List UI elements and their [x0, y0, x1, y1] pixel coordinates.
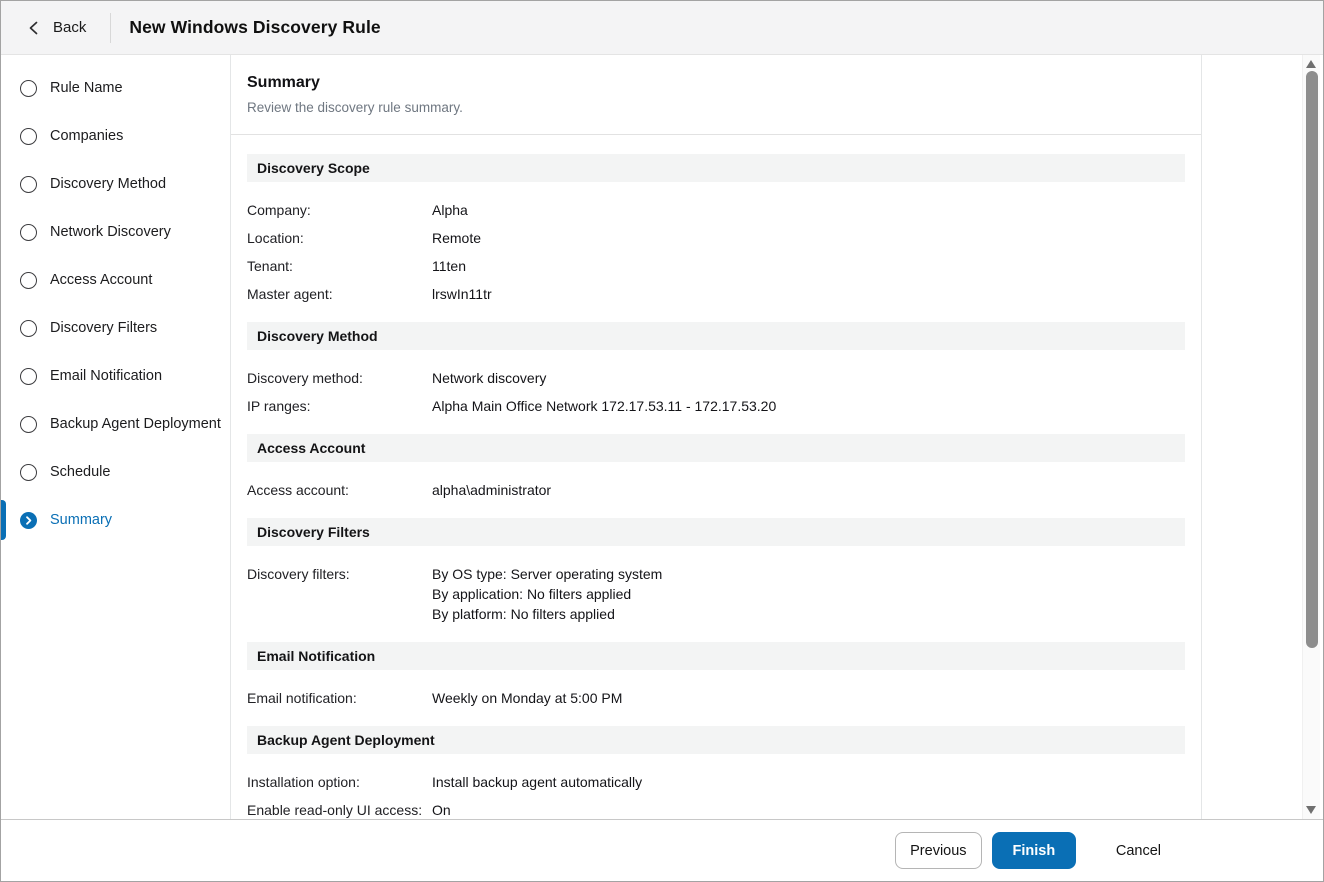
step-circle-icon: [20, 416, 37, 433]
row-value: [432, 564, 662, 624]
content-gap: [1202, 55, 1302, 819]
scroll-up-icon[interactable]: [1306, 60, 1316, 68]
summary-subtitle: Review the discovery rule summary.: [247, 100, 463, 115]
row-label: IP ranges:: [247, 398, 311, 414]
row-label: Location:: [247, 230, 304, 246]
row-value-line: By platform: No filters applied: [432, 606, 615, 622]
row-label: Tenant:: [247, 258, 293, 274]
step-circle-icon: [20, 128, 37, 145]
summary-row-installation-option: [247, 768, 1185, 796]
sidebar-item-label: Discovery Method: [50, 176, 167, 192]
sidebar-item-label: Access Account: [50, 272, 153, 288]
row-label: Access account:: [247, 482, 349, 498]
scrollbar-thumb[interactable]: [1306, 71, 1318, 648]
section-header-discovery-scope: Discovery Scope: [247, 154, 1185, 182]
section-header-discovery-method: Discovery Method: [247, 322, 1185, 350]
active-step-indicator-bar: [1, 500, 6, 540]
row-value: Alpha: [432, 202, 468, 218]
row-value: Remote: [432, 230, 482, 246]
row-value-line: By OS type: Server operating system: [432, 566, 663, 582]
row-value: Install backup agent automatically: [432, 774, 643, 790]
summary-content: [231, 135, 1201, 819]
section-rows: [247, 364, 1185, 420]
row-label: Email notification:: [247, 690, 357, 706]
wizard-steps-sidebar: [1, 55, 231, 819]
chevron-left-icon: [27, 20, 41, 36]
summary-row-tenant: [247, 252, 1185, 280]
step-circle-icon: [20, 464, 37, 481]
row-value: alpha\administrator: [432, 482, 552, 498]
sidebar-item-summary[interactable]: [1, 496, 230, 544]
sidebar-item-discovery-method[interactable]: [1, 160, 230, 208]
section-header-discovery-filters: Discovery Filters: [247, 518, 1185, 546]
sidebar-item-label: Schedule: [50, 464, 111, 480]
sidebar-item-discovery-filters[interactable]: [1, 304, 230, 352]
row-label: Installation option:: [247, 774, 360, 790]
summary-row-enable-read-only-ui-access: [247, 796, 1185, 819]
section-header-email-notification: Email Notification: [247, 642, 1185, 670]
sidebar-item-access-account[interactable]: [1, 256, 230, 304]
summary-row-discovery-filters: [247, 560, 1185, 628]
top-bar: [1, 1, 1323, 55]
summary-panel: [231, 55, 1202, 819]
summary-row-access-account: [247, 476, 1185, 504]
cancel-button[interactable]: Cancel: [1108, 832, 1169, 869]
row-label: Master agent:: [247, 286, 333, 302]
row-value-line: By application: No filters applied: [432, 586, 632, 602]
back-button-label: Back: [53, 19, 87, 36]
row-label: Enable read-only UI access:: [247, 802, 423, 818]
section-rows: [247, 560, 1185, 628]
summary-row-company: [247, 196, 1185, 224]
step-circle-icon: [20, 320, 37, 337]
step-circle-icon: [20, 80, 37, 97]
step-circle-icon: [20, 272, 37, 289]
scroll-down-icon[interactable]: [1306, 806, 1316, 814]
summary-row-discovery-method: [247, 364, 1185, 392]
header-divider: [110, 13, 111, 43]
previous-button[interactable]: Previous: [895, 832, 982, 869]
sidebar-item-companies[interactable]: [1, 112, 230, 160]
sidebar-item-label: Summary: [50, 512, 113, 528]
summary-row-location: [247, 224, 1185, 252]
scrollbar[interactable]: [1302, 55, 1320, 819]
sidebar-item-backup-agent-deployment[interactable]: [1, 400, 230, 448]
row-label: Discovery filters:: [247, 566, 350, 582]
section-header-backup-agent-deployment: Backup Agent Deployment: [247, 726, 1185, 754]
sidebar-item-rule-name[interactable]: [1, 64, 230, 112]
page-title: New Windows Discovery Rule: [129, 17, 381, 37]
sidebar-item-schedule[interactable]: [1, 448, 230, 496]
step-circle-icon: [20, 368, 37, 385]
row-value: 11ten: [432, 258, 466, 274]
active-step-chevron-circle-icon: [20, 512, 37, 529]
summary-header: [231, 55, 1201, 135]
summary-row-ip-ranges: [247, 392, 1185, 420]
sidebar-item-label: Rule Name: [50, 80, 123, 96]
finish-button[interactable]: Finish: [992, 832, 1076, 869]
section-rows: [247, 768, 1185, 819]
sidebar-item-label: Network Discovery: [50, 224, 171, 240]
sidebar-item-label: Discovery Filters: [50, 320, 158, 336]
row-value: On: [432, 802, 451, 818]
sidebar-item-label: Backup Agent Deployment: [50, 416, 221, 432]
section-header-access-account: Access Account: [247, 434, 1185, 462]
sidebar-item-label: Companies: [50, 128, 124, 144]
sidebar-item-email-notification[interactable]: [1, 352, 230, 400]
summary-row-email-notification: [247, 684, 1185, 712]
section-rows: [247, 476, 1185, 504]
sidebar-item-network-discovery[interactable]: [1, 208, 230, 256]
summary-title: Summary: [247, 74, 320, 91]
row-value: Weekly on Monday at 5:00 PM: [432, 690, 623, 706]
footer-bar: [1, 819, 1323, 881]
row-value: Alpha Main Office Network 172.17.53.11 - 172.17.53.20: [432, 398, 777, 414]
row-value: Network discovery: [432, 370, 547, 386]
step-circle-icon: [20, 176, 37, 193]
row-label: Discovery method:: [247, 370, 363, 386]
main-area: [231, 55, 1323, 819]
row-value: lrswIn11tr: [432, 286, 492, 302]
section-rows: [247, 196, 1185, 308]
section-rows: [247, 684, 1185, 712]
row-label: Company:: [247, 202, 311, 218]
back-button[interactable]: [27, 19, 86, 36]
sidebar-item-label: Email Notification: [50, 368, 163, 384]
summary-row-master-agent: [247, 280, 1185, 308]
step-circle-icon: [20, 224, 37, 241]
